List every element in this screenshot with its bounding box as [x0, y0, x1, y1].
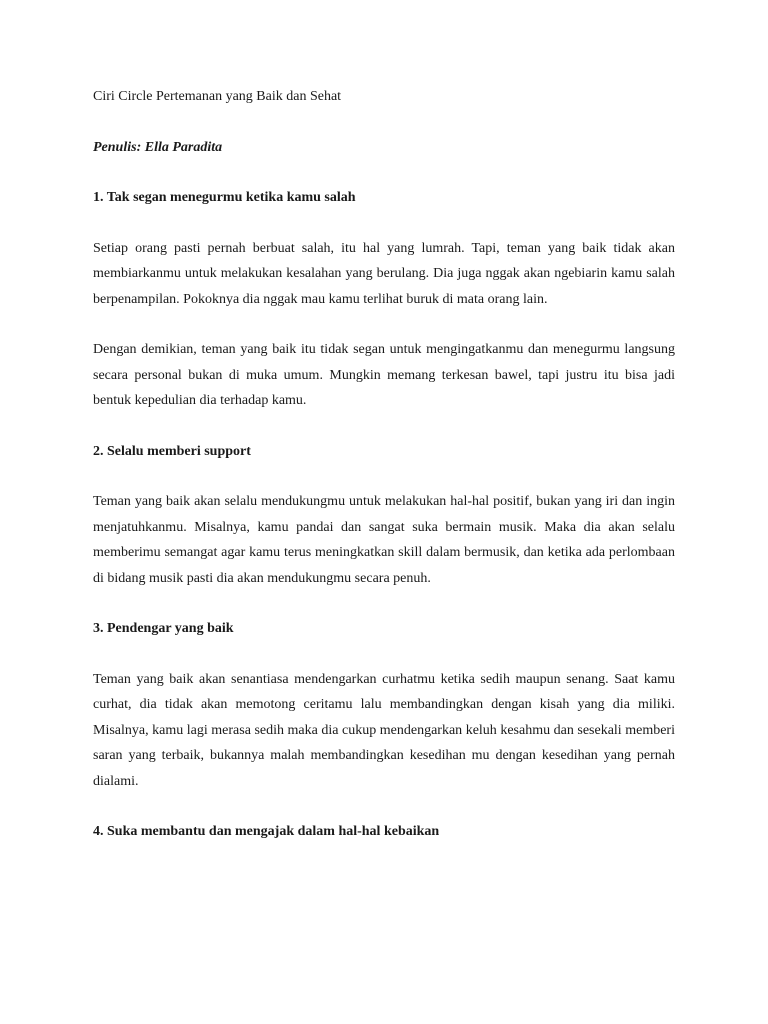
document-content: [93, 84, 675, 845]
section-1-paragraph-1: Setiap orang pasti pernah berbuat salah, itu hal yang lumrah. Tapi, teman yang baik tidak akan membiarkanmu untuk melakukan kesalahan yang berulang. Dia juga nggak akan ngebiarin kamu salah berpenampilan. Pokoknya dia nggak mau kamu terlihat buruk di mata orang lain.: [93, 240, 675, 307]
document-author: Penulis: Ella Paradita: [93, 139, 223, 155]
section-heading-4: 4. Suka membantu dan mengajak dalam hal-hal kebaikan: [93, 824, 440, 839]
section-heading-3: 3. Pendengar yang baik: [93, 621, 234, 636]
section-2-paragraph-1: Teman yang baik akan selalu mendukungmu untuk melakukan hal-hal positif, bukan yang iri dan ingin menjatuhkanmu. Misalnya, kamu pandai dan sangat suka bermain musik. Maka dia akan selalu memberimu semangat agar kamu terus meningkatkan skill dalam bermusik, dan ketika ada perlombaan di bidang musik pasti dia akan mendukungmu secara penuh.: [93, 494, 675, 586]
section-heading-1: 1. Tak segan menegurmu ketika kamu salah: [93, 190, 356, 205]
section-heading-2: 2. Selalu memberi support: [93, 443, 251, 459]
section-1-paragraph-2: Dengan demikian, teman yang baik itu tidak segan untuk mengingatkanmu dan menegurmu langsung secara personal bukan di muka umum. Mungkin memang terkesan bawel, tapi justru itu bisa jadi bentuk kepedulian dia terhadap kamu.: [93, 342, 675, 408]
document-title: Ciri Circle Pertemanan yang Baik dan Sehat: [93, 89, 342, 104]
section-3-paragraph-1: Teman yang baik akan senantiasa mendengarkan curhatmu ketika sedih maupun senang. Saat kamu curhat, dia tidak akan memotong ceritamu lalu membandingkan dengan kisah yang dia miliki. Misalnya, kamu lagi merasa sedih maka dia cukup mendengarkan keluh kesahmu dan sesekali memberi saran yang terbaik, bukannya malah membandingkan kesedihan mu dengan kesedihan yang pernah dialami.: [93, 671, 675, 789]
